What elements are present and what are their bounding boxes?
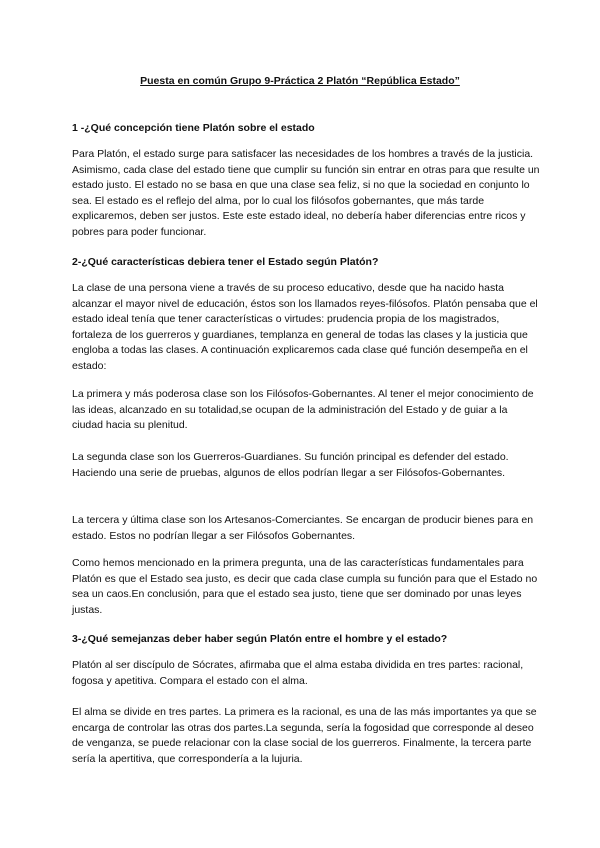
question-2-paragraph-2: La primera y más poderosa clase son los Filósofos-Gobernantes. Al tener el mejor conocimiento de las ideas, alcanzado en su totalidad,se ocupan de la administración del Estado y de guiar a la ciudad hacia su plenitud. [72,388,534,432]
question-3-heading: 3-¿Qué semejanzas deber haber según Platón entre el hombre y el estado? [72,633,448,645]
question-3-paragraph-2: El alma se divide en tres partes. La primera es la racional, es una de las más importantes ya que se encarga de controlar las otras dos partes.La segunda, sería la fogosidad que corresponde al deseo de venganza, se puede relacionar con la clase social de los guerreros. Finalmente, la tercera parte sería la apertitiva, que correspondería a la lujuria. [72,706,537,765]
question-2-heading: 2-¿Qué características debiera tener el Estado según Platón? [72,256,379,268]
question-2-paragraph-1: La clase de una persona viene a través de su proceso educativo, desde que ha nacido hasta alcanzar el mayor nivel de educación, éstos son los llamados reyes-filósofos. Platón pensaba que el estado ideal tenía que tener características o virtudes: prudencia propia de los magistrados, fortaleza de los guerreros y guardianes, templanza en general de todas las clases y la justicia que engloba a todas las clases. A continuación explicaremos cada clase qué función desempeña en el estado: [72,282,538,372]
question-3-paragraph-1: Platón al ser discípulo de Sócrates, afirmaba que el alma estaba dividida en tres partes: racional, fogosa y apetitiva. Compara el estado con el alma. [72,659,524,687]
question-1-heading: 1 -¿Qué concepción tiene Platón sobre el estado [72,122,315,134]
question-2-paragraph-3: La segunda clase son los Guerreros-Guardianes. Su función principal es defender del estado. Haciendo una serie de pruebas, algunos de ellos podrían llegar a ser Filósofos-Gobernantes. [72,451,509,479]
question-1-paragraph-1: Para Platón, el estado surge para satisfacer las necesidades de los hombres a través de la justicia. Asimismo, cada clase del estado tiene que cumplir su función sin entrar en otras para que resulte un estado justo. El estado no se basa en que una clase sea feliz, si no que la sociedad en conjunto lo sea. El estado es el reflejo del alma, por lo cual los filósofos gobernantes, que más tarde explicaremos, deben ser justos. Este este estado ideal, no debería haber diferencias entre ricos y pobres para poder funcionar. [72,148,540,238]
question-2-paragraph-4: La tercera y última clase son los Artesanos-Comerciantes. Se encargan de producir bienes para en estado. Estos no podrían llegar a ser Filósofos Gobernantes. [72,514,534,542]
document-title: Puesta en común Grupo 9-Práctica 2 Platón “República Estado” [140,75,460,87]
question-2-paragraph-5: Como hemos mencionado en la primera pregunta, una de las características fundamentales para Platón es que el Estado sea justo, es decir que cada clase cumpla su función para que el Estado no sea un caos.En conclusión, para que el estado sea justo, tiene que ser dominado por unas leyes justas. [72,557,538,616]
